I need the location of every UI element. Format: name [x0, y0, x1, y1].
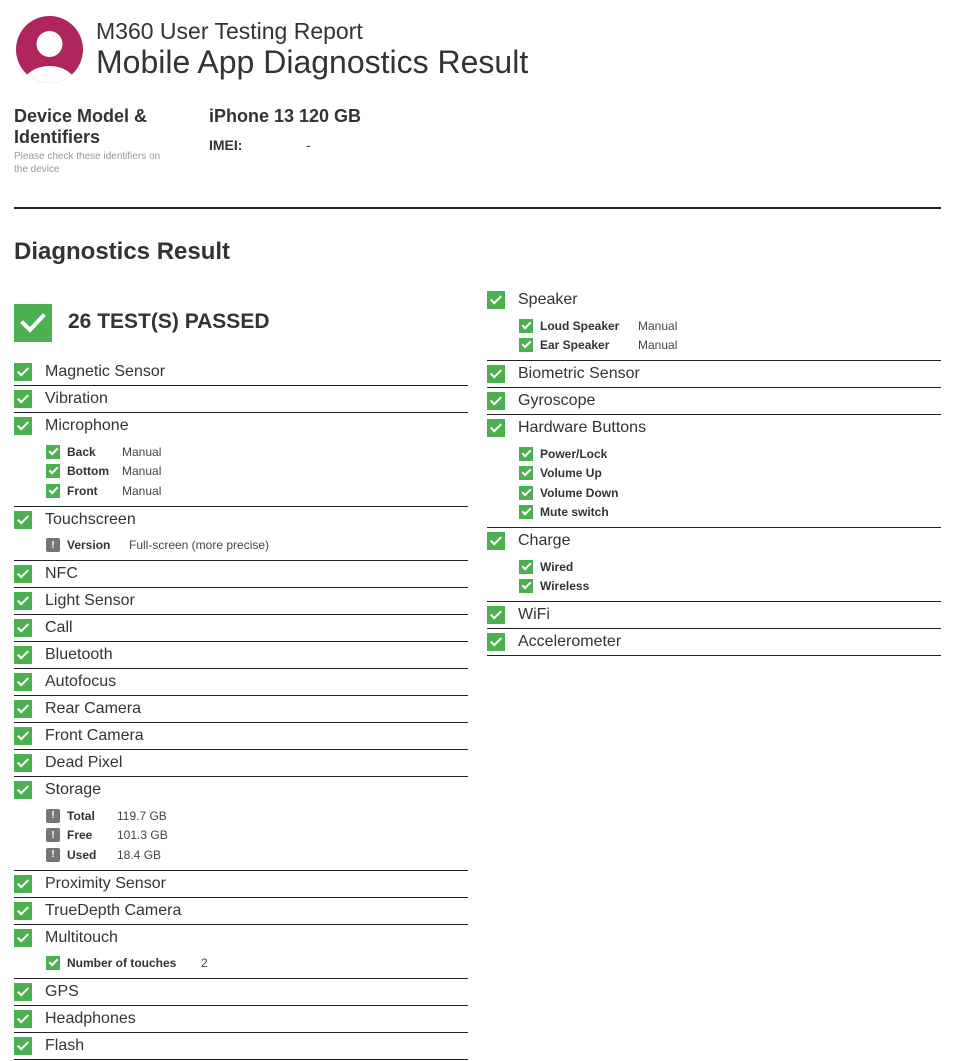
- test-item-front-camera: [14, 724, 468, 750]
- test-item-touchscreen: [14, 508, 468, 562]
- sub-result-number-of-touches: [46, 954, 468, 974]
- test-item-autofocus: [14, 670, 468, 696]
- sub-value: Manual: [122, 444, 162, 459]
- test-name: Microphone: [45, 417, 129, 434]
- sub-label: Wireless: [540, 579, 590, 594]
- sub-result-bottom: [46, 462, 468, 482]
- test-name: Dead Pixel: [45, 754, 123, 771]
- test-item-accelerometer: [487, 630, 941, 656]
- check-icon: [14, 363, 32, 381]
- sub-result-volume-up: [519, 464, 941, 484]
- test-header: [14, 751, 468, 773]
- test-item-bluetooth: [14, 643, 468, 669]
- test-name: TrueDepth Camera: [45, 901, 182, 919]
- sub-result-used: [46, 845, 468, 865]
- sub-value: Manual: [122, 464, 162, 479]
- test-header: [14, 670, 468, 692]
- test-header: [487, 603, 941, 625]
- check-icon: [519, 447, 533, 461]
- test-item-headphones: [14, 1007, 468, 1033]
- report-title: Mobile App Diagnostics Result: [96, 44, 529, 80]
- check-icon: [14, 1010, 32, 1028]
- exclamation-icon: !: [46, 809, 60, 823]
- sub-label: Back: [67, 444, 96, 459]
- sub-label: Used: [67, 847, 97, 862]
- sub-results: [14, 800, 468, 867]
- sub-result-free: [46, 826, 468, 846]
- imei-label: IMEI:: [209, 137, 243, 153]
- check-icon: [46, 484, 60, 498]
- sub-result-wired: [519, 557, 941, 577]
- test-name: WiFi: [518, 606, 550, 623]
- check-icon: [14, 417, 32, 435]
- sub-results: [487, 438, 941, 524]
- check-icon: [14, 700, 32, 718]
- check-icon: [14, 983, 32, 1001]
- report-subtitle: M360 User Testing Report: [96, 18, 363, 44]
- test-item-multitouch: [14, 926, 468, 980]
- test-item-microphone: [14, 414, 468, 507]
- sub-result-version: [46, 536, 468, 556]
- exclamation-icon: !: [46, 848, 60, 862]
- test-name: Accelerometer: [518, 633, 622, 650]
- sub-label: Volume Up: [540, 466, 602, 481]
- sub-label: Total: [67, 808, 95, 823]
- test-header: [14, 414, 468, 436]
- tests-column-left: [14, 360, 468, 1061]
- sub-result-total: [46, 806, 468, 826]
- test-item-call: [14, 616, 468, 642]
- sub-value: 119.7 GB: [117, 808, 167, 823]
- sub-label: Front: [67, 483, 98, 498]
- sub-label: Loud Speaker: [540, 318, 620, 333]
- test-name: Gyroscope: [518, 392, 596, 409]
- test-header: [14, 778, 468, 800]
- sub-results: [487, 310, 941, 357]
- check-icon: [46, 464, 60, 478]
- check-icon: [46, 445, 60, 459]
- check-icon: [14, 902, 32, 920]
- sub-value: Manual: [122, 483, 162, 498]
- check-icon: [519, 505, 533, 519]
- test-item-light-sensor: [14, 589, 468, 615]
- test-header: [14, 697, 468, 719]
- test-name: NFC: [45, 565, 78, 582]
- check-icon: [487, 365, 505, 383]
- check-icon: [14, 875, 32, 893]
- test-name: Autofocus: [45, 673, 117, 690]
- sub-label: Mute switch: [540, 505, 609, 520]
- sub-value: Manual: [638, 338, 678, 353]
- check-icon: [14, 929, 32, 947]
- check-icon: [14, 673, 32, 691]
- exclamation-icon: !: [46, 828, 60, 842]
- test-header: [487, 288, 941, 310]
- test-header: [487, 630, 941, 652]
- test-item-magnetic-sensor: [14, 360, 468, 386]
- check-icon: [14, 754, 32, 772]
- test-header: [14, 724, 468, 746]
- check-icon: [14, 390, 32, 408]
- sub-label: Ear Speaker: [540, 338, 610, 353]
- test-item-hardware-buttons: [487, 416, 941, 528]
- check-icon: [14, 304, 52, 342]
- test-item-dead-pixel: [14, 751, 468, 777]
- device-section: [14, 106, 940, 186]
- check-icon: [487, 291, 505, 309]
- sub-result-mute-switch: [519, 503, 941, 523]
- diagnostics-title: Diagnostics Result: [14, 238, 231, 265]
- passed-check-icon: [14, 304, 52, 342]
- sub-result-loud-speaker: [519, 316, 941, 336]
- test-header: [14, 899, 468, 921]
- test-name: Multitouch: [45, 928, 118, 946]
- test-header: [14, 1034, 468, 1056]
- check-icon: [14, 646, 32, 664]
- sub-result-power-lock: [519, 444, 941, 464]
- test-name: Call: [45, 619, 73, 636]
- sub-label: Number of touches: [67, 956, 177, 971]
- test-item-rear-camera: [14, 697, 468, 723]
- sub-result-front: [46, 481, 468, 501]
- check-icon: [487, 633, 505, 651]
- check-icon: [519, 560, 533, 574]
- test-name: Touchscreen: [45, 510, 136, 528]
- test-header: [487, 529, 941, 551]
- test-header: [14, 387, 468, 409]
- sub-label: Volume Down: [540, 485, 619, 500]
- test-name: Magnetic Sensor: [45, 363, 166, 380]
- check-icon: [519, 486, 533, 500]
- test-header: [14, 360, 468, 382]
- sub-label: Version: [67, 538, 111, 553]
- sub-results: [487, 551, 941, 598]
- check-icon: [14, 1037, 32, 1055]
- sub-label: Power/Lock: [540, 446, 608, 461]
- test-header: [14, 562, 468, 584]
- sub-value: 18.4 GB: [117, 847, 162, 862]
- test-item-charge: [487, 529, 941, 602]
- test-item-truedepth-camera: [14, 899, 468, 925]
- test-name: Biometric Sensor: [518, 365, 640, 382]
- test-header: [487, 416, 941, 438]
- check-icon: [519, 319, 533, 333]
- report-header: [16, 14, 946, 86]
- sub-result-wireless: [519, 577, 941, 597]
- test-item-gps: [14, 980, 468, 1006]
- test-item-flash: [14, 1034, 468, 1060]
- test-name: Speaker: [518, 291, 578, 308]
- exclamation-icon: !: [46, 538, 60, 552]
- sub-value: Full-screen (more precise): [129, 538, 270, 553]
- check-icon: [519, 579, 533, 593]
- test-item-wifi: [487, 603, 941, 629]
- test-header: [14, 589, 468, 611]
- tests-column-right: [487, 288, 941, 657]
- check-icon: [14, 781, 32, 799]
- device-label: Device Model & Identifiers: [14, 106, 148, 147]
- sub-label: Wired: [540, 559, 574, 574]
- sub-results: [14, 436, 468, 503]
- test-header: [487, 362, 941, 384]
- test-name: Storage: [45, 781, 102, 798]
- check-icon: [14, 565, 32, 583]
- test-name: Vibration: [45, 390, 108, 407]
- test-item-gyroscope: [487, 389, 941, 415]
- check-icon: [14, 727, 32, 745]
- section-divider: [14, 207, 941, 209]
- check-icon: [487, 392, 505, 410]
- check-icon: [487, 606, 505, 624]
- sub-label: Bottom: [67, 464, 109, 479]
- test-header: [14, 980, 468, 1002]
- sub-value: 101.3 GB: [117, 828, 168, 843]
- sub-result-ear-speaker: [519, 336, 941, 356]
- passed-count: 26 TEST(S) PASSED: [68, 310, 270, 333]
- test-item-proximity-sensor: [14, 872, 468, 898]
- sub-value: 2: [201, 956, 208, 971]
- test-header: [14, 616, 468, 638]
- sub-result-volume-down: [519, 483, 941, 503]
- device-hint: Please check these identifiers on the device: [14, 151, 161, 175]
- test-name: Light Sensor: [45, 592, 135, 609]
- test-item-speaker: [487, 288, 941, 361]
- test-item-vibration: [14, 387, 468, 413]
- test-item-nfc: [14, 562, 468, 588]
- sub-value: Manual: [638, 318, 678, 333]
- test-name: Proximity Sensor: [45, 874, 166, 892]
- test-header: [14, 926, 468, 948]
- test-header: [14, 508, 468, 530]
- test-name: Rear Camera: [45, 700, 142, 717]
- test-name: Front Camera: [45, 727, 144, 744]
- test-header: [487, 389, 941, 411]
- check-icon: [519, 466, 533, 480]
- test-name: Bluetooth: [45, 646, 113, 663]
- test-item-biometric-sensor: [487, 362, 941, 388]
- sub-results: [14, 530, 468, 558]
- check-icon: [46, 956, 60, 970]
- sub-result-back: [46, 442, 468, 462]
- imei-value: -: [306, 137, 311, 153]
- test-name: Flash: [45, 1037, 85, 1054]
- test-name: Hardware Buttons: [518, 419, 647, 436]
- user-avatar-icon: [16, 16, 83, 83]
- check-icon: [487, 532, 505, 550]
- check-icon: [14, 511, 32, 529]
- sub-label: Free: [67, 828, 93, 843]
- test-header: [14, 872, 468, 894]
- test-header: [14, 1007, 468, 1029]
- device-model: iPhone 13 120 GB: [209, 106, 362, 126]
- test-name: Charge: [518, 532, 571, 549]
- test-item-storage: [14, 778, 468, 871]
- check-icon: [487, 419, 505, 437]
- test-name: GPS: [45, 983, 79, 1000]
- check-icon: [519, 338, 533, 352]
- test-name: Headphones: [45, 1010, 136, 1027]
- check-icon: [14, 592, 32, 610]
- check-icon: [14, 619, 32, 637]
- sub-results: [14, 948, 468, 976]
- test-header: [14, 643, 468, 665]
